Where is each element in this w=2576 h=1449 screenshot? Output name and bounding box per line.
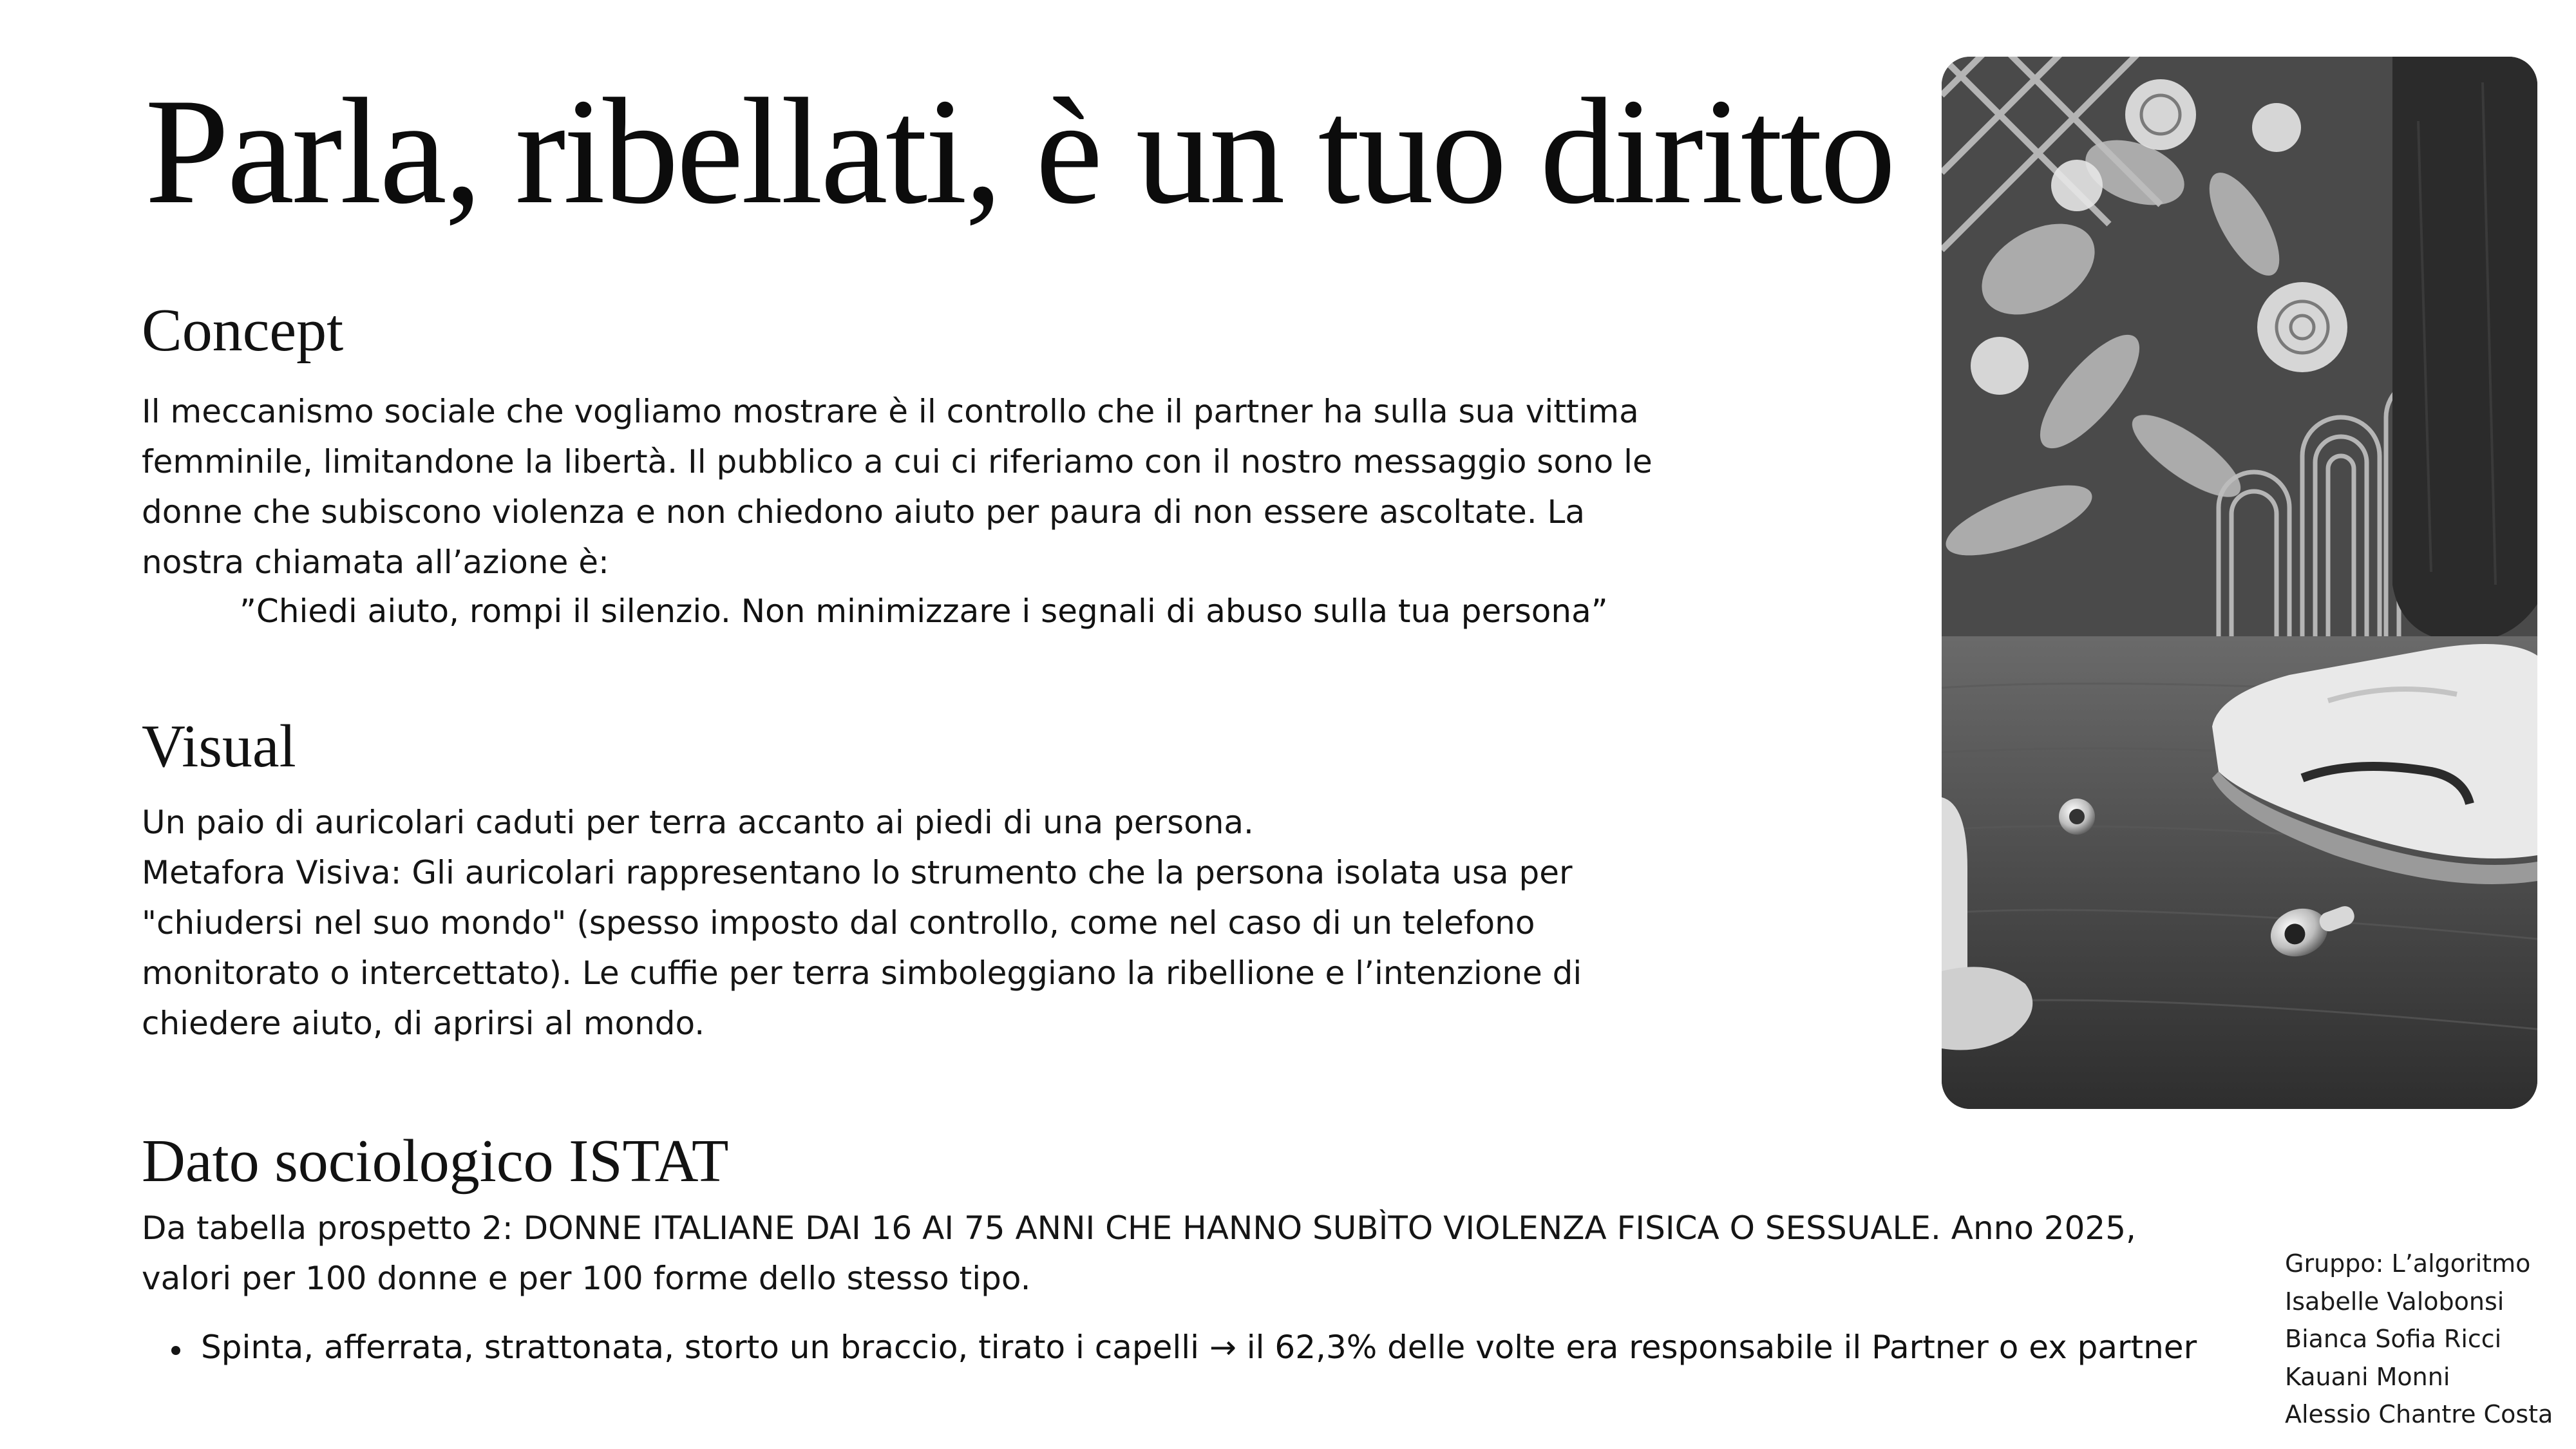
visual-heading: Visual bbox=[142, 713, 296, 780]
visual-line: monitorato o intercettato). Le cuffie per terra simboleggiano la ribellione e l’intenzione di bbox=[142, 954, 1582, 992]
concept-line: donne che subiscono violenza e non chiedono aiuto per paura di non essere ascoltate. La bbox=[142, 493, 1586, 531]
team-member: Alessio Chantre Costa bbox=[2285, 1400, 2553, 1428]
concept-line: femminile, limitandone la libertà. Il pubblico a cui ci riferiamo con il nostro messaggio sono le bbox=[142, 443, 1653, 480]
istat-heading: Dato sociologico ISTAT bbox=[142, 1128, 729, 1195]
istat-line: valori per 100 donne e per 100 forme dello stesso tipo. bbox=[142, 1260, 1031, 1297]
team-member: Isabelle Valobonsi bbox=[2285, 1287, 2505, 1316]
earbuds-photo bbox=[1942, 57, 2537, 1109]
team-member: Kauani Monni bbox=[2285, 1362, 2450, 1391]
visual-line: chiedere aiuto, di aprirsi al mondo. bbox=[142, 1005, 705, 1042]
team-credits bbox=[2285, 1245, 2553, 1434]
team-group-label: Gruppo: L’algoritmo bbox=[2285, 1249, 2531, 1278]
istat-paragraph bbox=[142, 1203, 2170, 1303]
visual-line: Metafora Visiva: Gli auricolari rappresentano lo strumento che la persona isolata usa per bbox=[142, 854, 1573, 891]
visual-line: Un paio di auricolari caduti per terra accanto ai piedi di una persona. bbox=[142, 804, 1254, 841]
team-member: Bianca Sofia Ricci bbox=[2285, 1325, 2502, 1353]
page-title: Parla, ribellati, è un tuo diritto bbox=[145, 68, 1894, 236]
concept-heading: Concept bbox=[142, 297, 344, 364]
istat-bullet-text: Spinta, afferrata, strattonata, storto un braccio, tirato i capelli → il 62,3% delle volte era responsabile il Partner o ex partner bbox=[201, 1329, 2197, 1366]
visual-paragraph bbox=[142, 797, 1623, 1048]
concept-line: Il meccanismo sociale che vogliamo mostrare è il controllo che il partner ha sulla sua vittima bbox=[142, 393, 1639, 430]
concept-paragraph bbox=[142, 386, 1653, 587]
istat-line: Da tabella prospetto 2: DONNE ITALIANE DAI 16 AI 75 ANNI CHE HANNO SUBÌTO VIOLENZA FISICA O SESSUALE. Anno 2025, bbox=[142, 1209, 2136, 1247]
call-to-action-quote: ”Chiedi aiuto, rompi il silenzio. Non minimizzare i segnali di abuso sulla tua persona” bbox=[240, 592, 1608, 630]
visual-line: "chiudersi nel suo mondo" (spesso imposto dal controllo, come nel caso di un telefono bbox=[142, 904, 1535, 942]
bullet-marker-icon bbox=[171, 1346, 180, 1355]
concept-line: nostra chiamata all’azione è: bbox=[142, 544, 609, 581]
